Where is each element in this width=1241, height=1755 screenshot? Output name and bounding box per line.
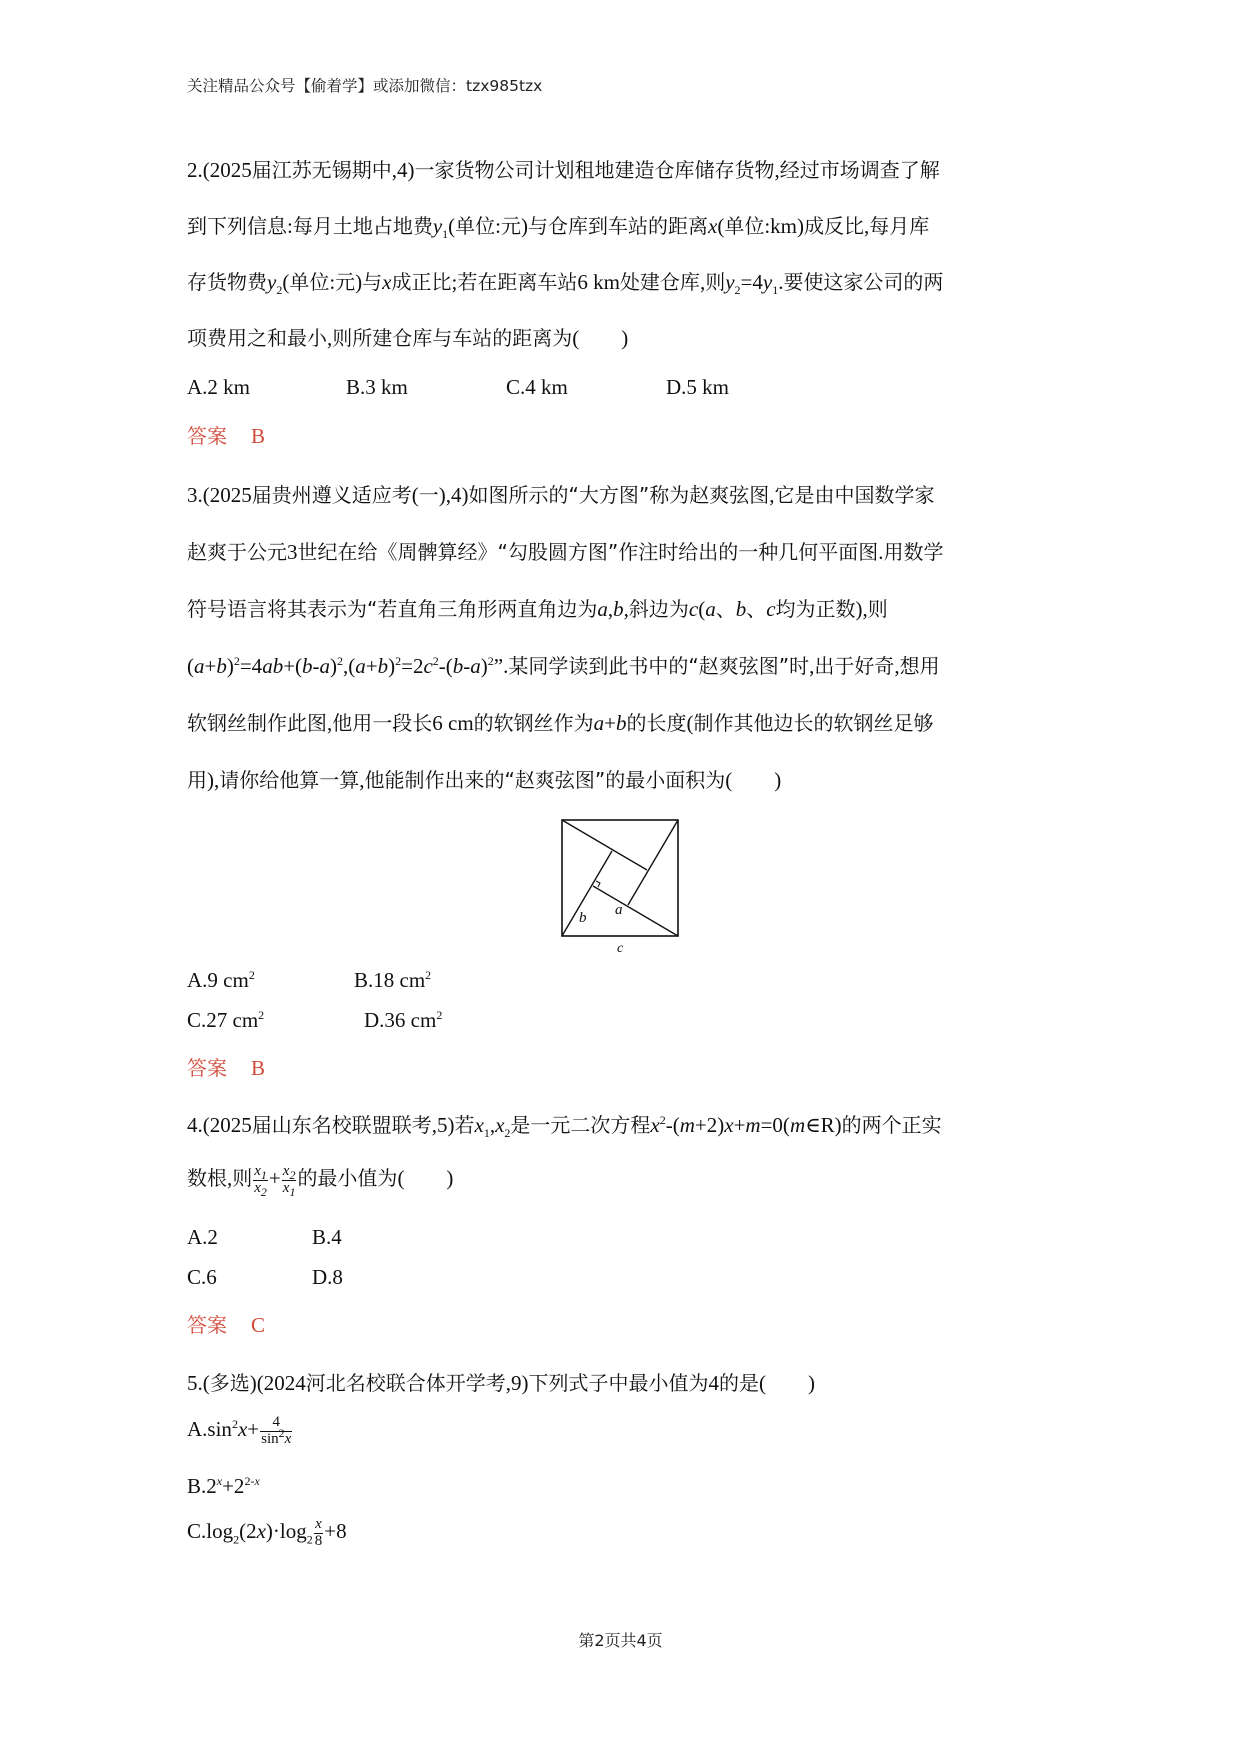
- q2-option-c: C.4 km: [506, 375, 568, 399]
- q3-line-6: 用),请你给他算一算,他能制作出来的“赵爽弦图”的最小面积为( ): [187, 768, 782, 792]
- q4-answer: [187, 1309, 265, 1338]
- label-a: a: [615, 902, 623, 918]
- q2-line-2: 到下列信息:每月土地占地费$y_1$(单位:元)与仓库到车站的距离x(单位:km)成反比,每月库: [187, 214, 930, 242]
- q2-option-b: B.3 km: [346, 375, 408, 399]
- header-notice: 关注精品公众号【偷着学】或添加微信：tzx985tzx: [187, 77, 543, 95]
- q5-option-c: $C.\log_2(2x)\cdot\log_2$ $\frac{x}{8}$ +8: [187, 1516, 347, 1549]
- q3-line-2: 赵爽于公元3世纪在给《周髀算经》“勾股圆方图”作注时给出的一种几何平面图.用数学: [187, 540, 944, 564]
- q2-option-d: D.5 km: [666, 375, 729, 399]
- answer-label: 答案: [187, 424, 227, 448]
- answer-value: C: [251, 1313, 266, 1337]
- answer-value: B: [251, 1056, 266, 1080]
- q3-option-c: C.27 $cm^2$: [187, 1008, 265, 1032]
- q3-option-d: D.36 $cm^2$: [364, 1008, 443, 1032]
- q3-option-a: A.9 $cm^2$: [187, 968, 255, 992]
- q2-line-1: 2.(2025届江苏无锡期中,4)一家货物公司计划租地建造仓库储存货物,经过市场调查了解: [187, 158, 940, 182]
- q3-line-5: 软钢丝制作此图,他用一段长6 cm的软钢丝作为a+b的长度(制作其他边长的软钢丝足够: [187, 711, 934, 735]
- q5-option-b: $B.2^x+2^{2-x}$: [187, 1474, 260, 1498]
- q4-line-1: 4.(2025届山东名校联盟联考,5)若$x_1,x_2$是一元二次方程$x^2-(m+2)x+m=0(m\in R)$的两个正实: [187, 1113, 942, 1141]
- q3-answer: [187, 1052, 265, 1081]
- q3-line-4: $(a+b)^2=4ab+(b-a)^2,(a+b)^2=2c^2-(b-a)^2$”.某同学读到此书中的“赵爽弦图”时,出于好奇,想用: [187, 654, 940, 678]
- label-c: c: [617, 941, 624, 956]
- q5-option-a: $A.\sin^2x+$ $\frac{4}{\sin^2x}$: [187, 1414, 292, 1447]
- q4-option-b: B.4: [312, 1225, 342, 1249]
- zhao-shuang-chord-diagram: [556, 814, 686, 964]
- q2-line-3: 存货物费$y_2$(单位:元)与x成正比;若在距离车站6 km处建仓库,则$y_2=4y_1$.要使这家公司的两: [187, 270, 944, 298]
- answer-label: 答案: [187, 1056, 227, 1080]
- q3-option-b: B.18 $cm^2$: [354, 968, 432, 992]
- q4-line-2: 数根,则 $\frac{x_1}{x_2}$ + $\frac{x_2}{x_1}$ 的最小值为( ): [187, 1162, 454, 1199]
- answer-label: 答案: [187, 1313, 227, 1337]
- page-indicator: 第2页共4页: [578, 1631, 663, 1650]
- q4-option-c: C.6: [187, 1265, 217, 1289]
- answer-value: B: [251, 424, 266, 448]
- q2-option-a: A.2 km: [187, 375, 250, 399]
- q4-option-d: D.8: [312, 1265, 343, 1289]
- q3-line-1: 3.(2025届贵州遵义适应考(一),4)如图所示的“大方图”称为赵爽弦图,它是由中国数学家: [187, 483, 935, 507]
- q4-option-a: A.2: [187, 1225, 218, 1249]
- q2-line-4: 项费用之和最小,则所建仓库与车站的距离为( ): [187, 326, 629, 350]
- q2-answer: [187, 420, 265, 449]
- label-b: b: [579, 910, 587, 926]
- q5-line-1: 5.(多选)(2024河北名校联合体开学考,9)下列式子中最小值为4的是( ): [187, 1371, 815, 1395]
- q3-line-3: 符号语言将其表示为“若直角三角形两直角边为a,b,斜边为c(a、b、c均为正数),则: [187, 597, 888, 621]
